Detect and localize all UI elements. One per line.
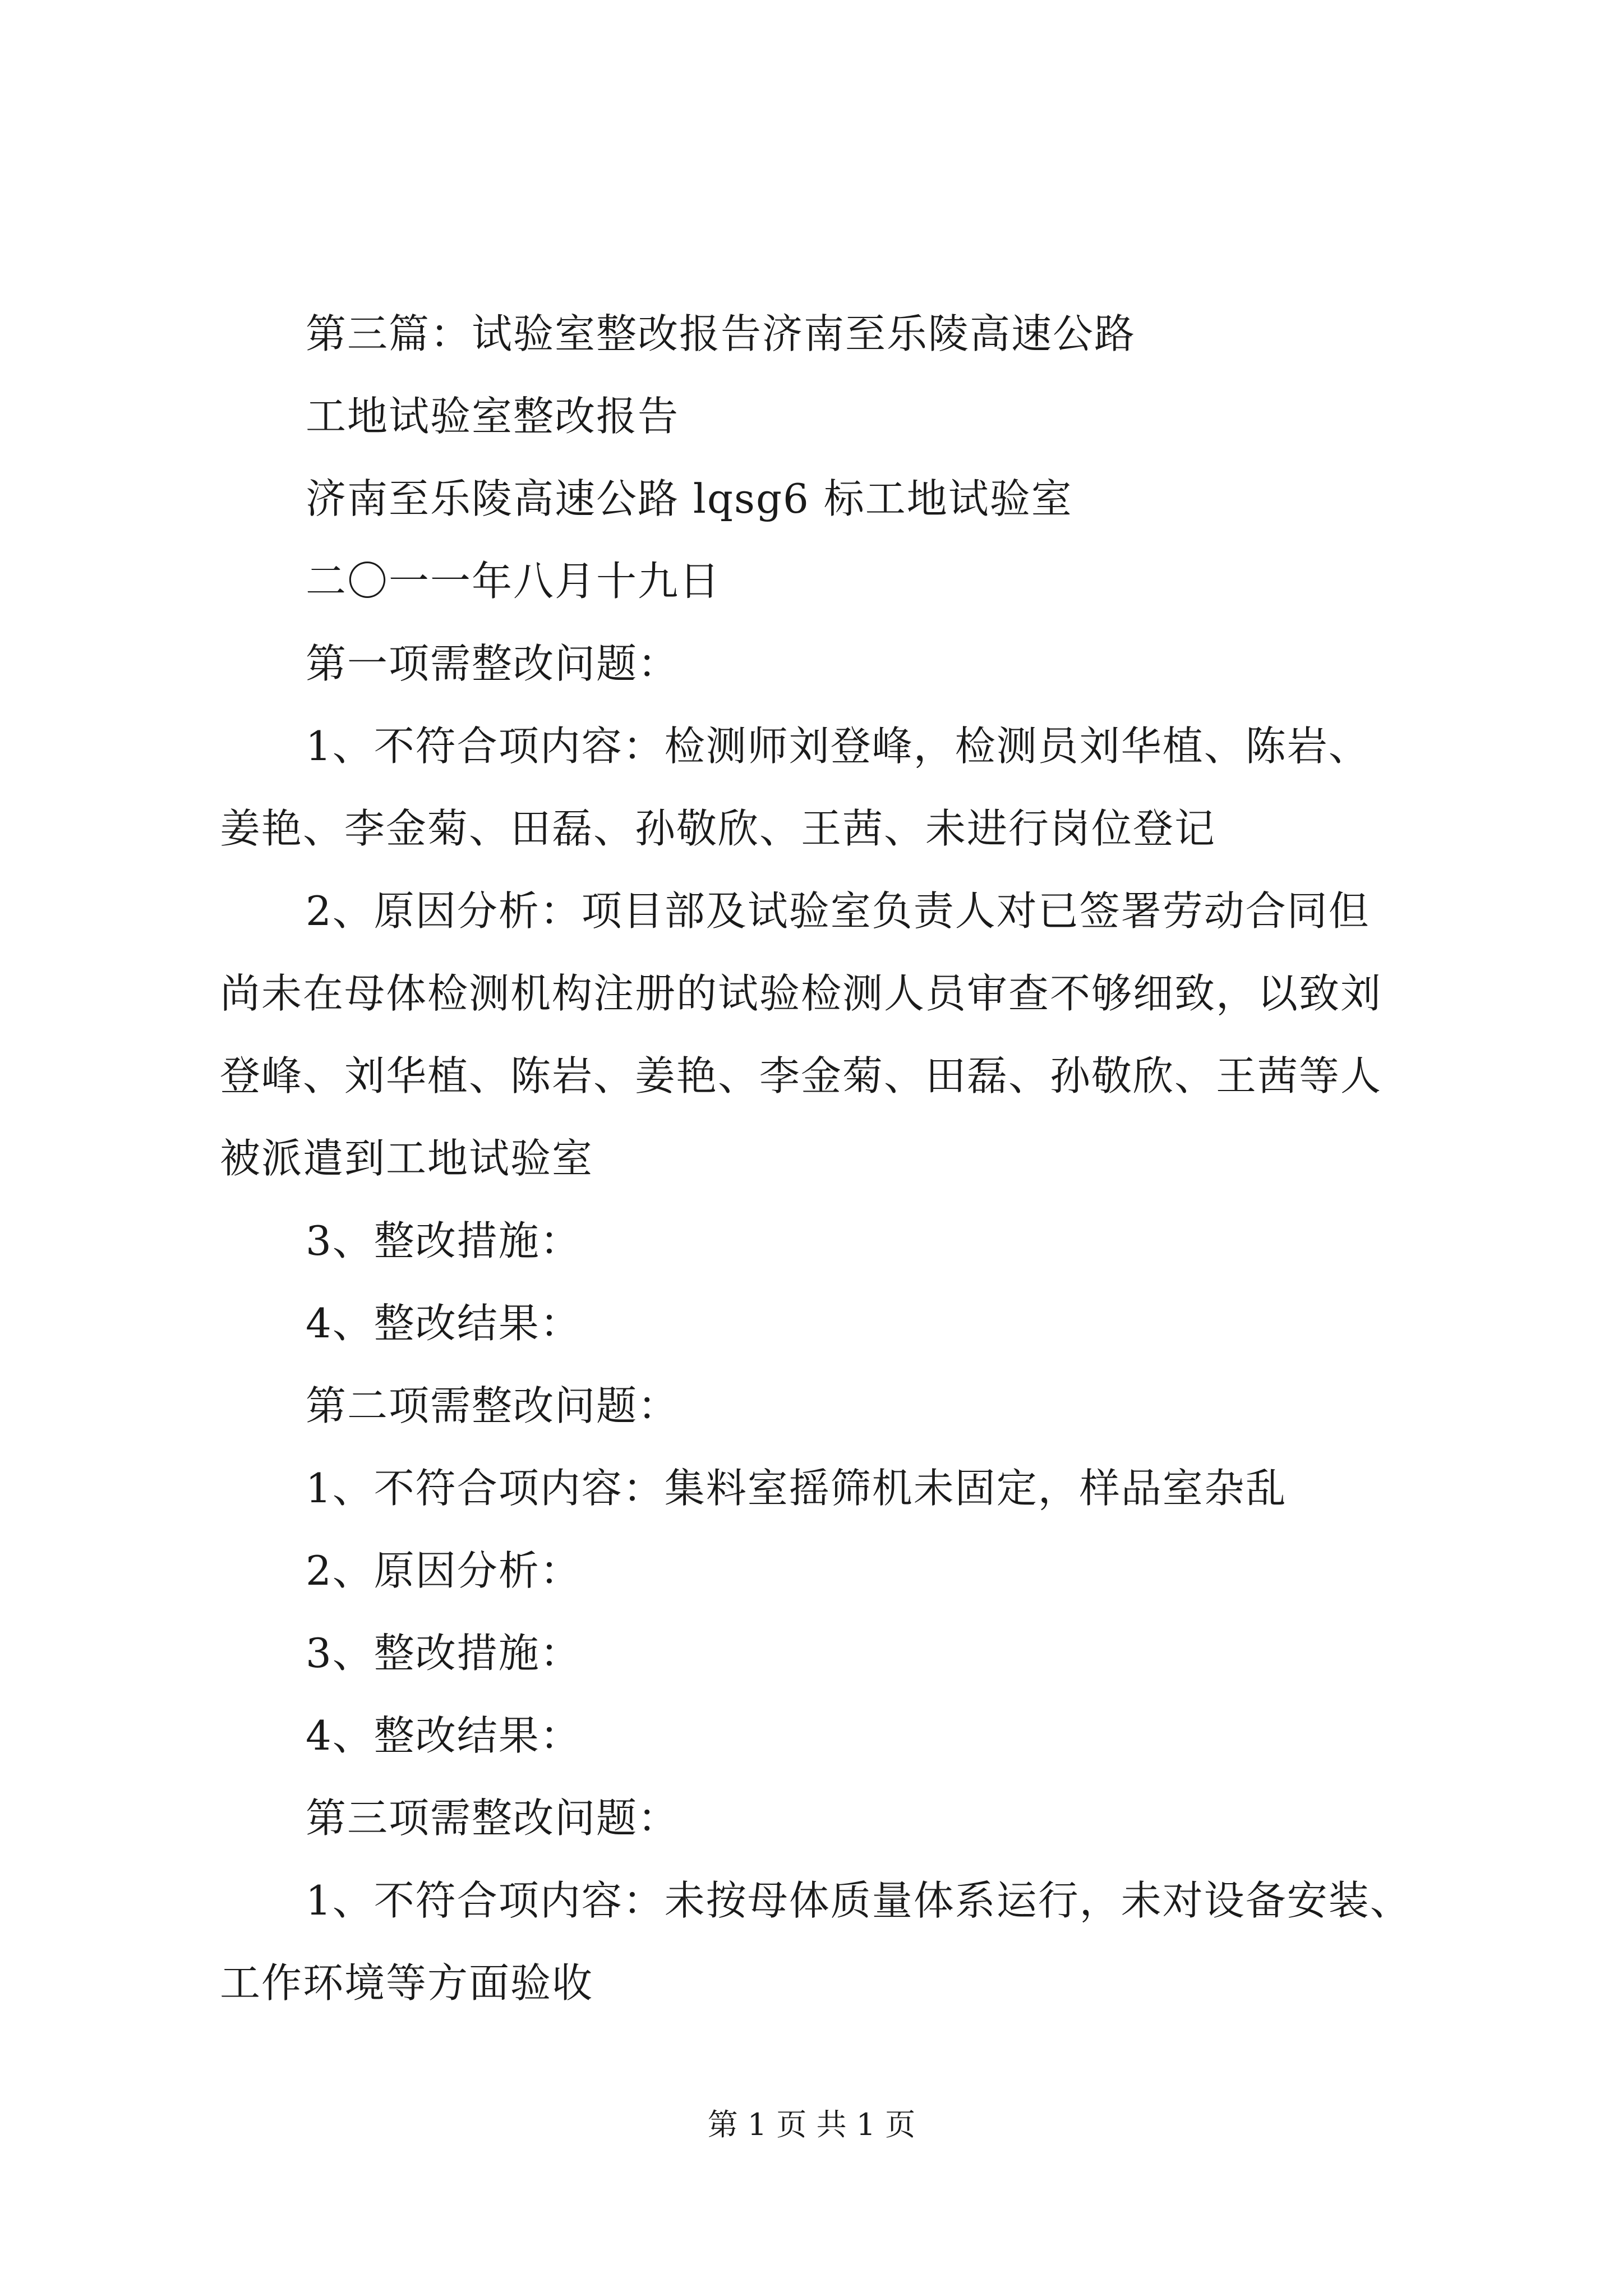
paragraph-line: 姜艳、李金菊、田磊、孙敬欣、王茜、未进行岗位登记 bbox=[220, 805, 1216, 852]
date-line: 二〇一一年八月十九日 bbox=[306, 558, 721, 605]
section-heading-1: 第一项需整改问题： bbox=[306, 640, 680, 687]
paragraph-line: 登峰、刘华植、陈岩、姜艳、李金菊、田磊、孙敬欣、王茜等人 bbox=[220, 1052, 1382, 1099]
paragraph-line: 被派遣到工地试验室 bbox=[220, 1135, 594, 1182]
paragraph-line: 1、不符合项内容：检测师刘登峰，检测员刘华植、陈岩、 bbox=[306, 723, 1370, 770]
paragraph-line: 1、不符合项内容：集料室摇筛机未固定，样品室杂乱 bbox=[306, 1465, 1287, 1512]
paragraph-line: 尚未在母体检测机构注册的试验检测人员审查不够细致，以致刘 bbox=[220, 970, 1382, 1017]
paragraph-line: 2、原因分析： bbox=[306, 1547, 582, 1594]
subtitle: 工地试验室整改报告 bbox=[306, 393, 680, 440]
paragraph-line: 3、整改措施： bbox=[306, 1630, 582, 1677]
paragraph-line: 3、整改措施： bbox=[306, 1217, 582, 1264]
paragraph-line: 4、整改结果： bbox=[306, 1300, 582, 1347]
section-heading-3: 第三项需整改问题： bbox=[306, 1795, 680, 1842]
paragraph-line: 工作环境等方面验收 bbox=[220, 1959, 594, 2007]
paragraph-line: 4、整改结果： bbox=[306, 1712, 582, 1759]
paragraph-line: 1、不符合项内容：未按母体质量体系运行，未对设备安装、 bbox=[306, 1877, 1412, 1924]
section-heading-2: 第二项需整改问题： bbox=[306, 1382, 680, 1429]
heading-title: 第三篇：试验室整改报告济南至乐陵高速公路 bbox=[306, 310, 1136, 357]
organization-line: 济南至乐陵高速公路 lqsg6 标工地试验室 bbox=[306, 475, 1073, 522]
page-footer: 第 1 页 共 1 页 bbox=[707, 2107, 916, 2142]
paragraph-line: 2、原因分析：项目部及试验室负责人对已签署劳动合同但 bbox=[306, 887, 1370, 935]
